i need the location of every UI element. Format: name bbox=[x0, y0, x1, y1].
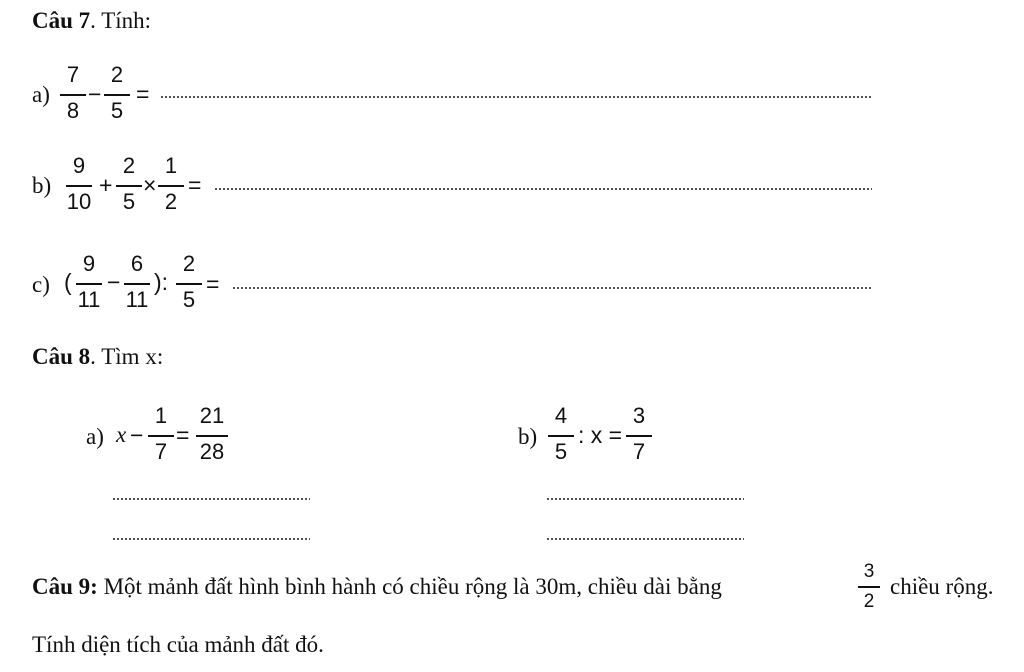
q7a-label: a) bbox=[32, 82, 50, 107]
fraction-numerator: 9 bbox=[82, 251, 96, 276]
q7a-fraction-2 bbox=[102, 63, 132, 127]
fraction-numerator: 2 bbox=[110, 62, 124, 87]
q7b-equals: = bbox=[188, 172, 202, 198]
fraction-numerator: 4 bbox=[554, 403, 568, 428]
q7-title: . Tính: bbox=[90, 8, 152, 33]
fraction-numerator: 21 bbox=[199, 403, 225, 428]
q7b-answer-line bbox=[214, 188, 872, 190]
fraction-denominator: 7 bbox=[632, 439, 646, 464]
q9-fraction bbox=[856, 562, 882, 616]
q7c-fraction-3 bbox=[174, 252, 204, 316]
q7a-fraction-1 bbox=[58, 63, 88, 127]
fraction-denominator: 2 bbox=[863, 591, 875, 612]
fraction-denominator: 11 bbox=[125, 287, 149, 312]
q8a-minus: − bbox=[130, 422, 144, 448]
q7a-answer-line bbox=[160, 96, 872, 98]
q8-label: Câu 8 bbox=[32, 344, 91, 369]
q7b-fraction-3 bbox=[156, 154, 186, 218]
q7b-label: b) bbox=[32, 173, 52, 198]
q7c-minus: − bbox=[107, 269, 121, 295]
fraction-numerator: 3 bbox=[632, 403, 646, 428]
q8a-label: a) bbox=[86, 424, 104, 449]
q8-title: . Tìm x: bbox=[90, 344, 164, 369]
q8b-fraction-1 bbox=[546, 404, 576, 468]
fraction-numerator: 7 bbox=[66, 62, 80, 87]
q8a-variable-x: x bbox=[116, 422, 127, 447]
q7a-equals: = bbox=[136, 81, 150, 107]
q7c-answer-line bbox=[232, 287, 872, 289]
q7b-times: × bbox=[143, 172, 157, 198]
fraction-numerator: 3 bbox=[863, 561, 875, 582]
fraction-bar bbox=[66, 185, 92, 187]
q8b-label: b) bbox=[518, 424, 538, 449]
fraction-bar bbox=[148, 435, 174, 437]
fraction-bar bbox=[196, 435, 228, 437]
fraction-denominator: 5 bbox=[554, 439, 568, 464]
fraction-numerator: 6 bbox=[130, 251, 144, 276]
fraction-denominator: 5 bbox=[122, 189, 136, 214]
q9-text-before: Một mảnh đất hình bình hành có chiều rộng là 30m, chiều dài bằng bbox=[97, 574, 722, 599]
q8b-fraction-2 bbox=[624, 404, 654, 468]
fraction-bar bbox=[60, 94, 86, 96]
fraction-numerator: 9 bbox=[72, 153, 86, 178]
fraction-denominator: 28 bbox=[199, 439, 225, 464]
q8a-equals: = bbox=[176, 422, 190, 448]
q8a-fraction-2 bbox=[194, 404, 230, 468]
q8a-answer-line-2 bbox=[112, 538, 310, 540]
q7-heading bbox=[32, 8, 151, 34]
q7c-equals: = bbox=[206, 271, 220, 297]
q7b-plus: + bbox=[99, 172, 113, 198]
q9-line-1 bbox=[32, 574, 722, 600]
fraction-bar bbox=[104, 94, 130, 96]
q8a-answer-line-1 bbox=[112, 498, 310, 500]
fraction-bar bbox=[548, 435, 574, 437]
q9-line-2: Tính diện tích của mảnh đất đó. bbox=[32, 632, 324, 657]
q7c-fraction-1 bbox=[74, 252, 104, 316]
fraction-denominator: 5 bbox=[182, 287, 196, 312]
fraction-denominator: 2 bbox=[164, 189, 178, 214]
q7c-label: c) bbox=[32, 272, 50, 297]
fraction-denominator: 5 bbox=[110, 98, 124, 123]
q7b-fraction-1 bbox=[64, 154, 94, 218]
fraction-bar bbox=[158, 185, 184, 187]
fraction-bar bbox=[116, 185, 142, 187]
fraction-numerator: 2 bbox=[122, 153, 136, 178]
q8-heading bbox=[32, 344, 163, 370]
fraction-bar bbox=[76, 283, 102, 285]
q9-text-after: chiều rộng. bbox=[890, 574, 994, 599]
fraction-denominator: 11 bbox=[77, 287, 101, 312]
q7b-fraction-2 bbox=[114, 154, 144, 218]
fraction-numerator: 2 bbox=[182, 251, 196, 276]
fraction-numerator: 1 bbox=[154, 403, 168, 428]
q8a-fraction-1 bbox=[146, 404, 176, 468]
fraction-bar bbox=[626, 435, 652, 437]
fraction-numerator: 1 bbox=[164, 153, 178, 178]
fraction-denominator: 8 bbox=[66, 98, 80, 123]
q8b-answer-line-1 bbox=[546, 498, 744, 500]
q8b-answer-line-2 bbox=[546, 538, 744, 540]
q7c-fraction-2 bbox=[122, 252, 152, 316]
fraction-bar bbox=[176, 283, 202, 285]
q8b-divide-x-equals: : x = bbox=[578, 422, 623, 448]
q9-label: Câu 9: bbox=[32, 574, 98, 599]
q7c-open-paren: ( bbox=[64, 269, 72, 295]
q7a-minus: − bbox=[88, 81, 102, 107]
fraction-denominator: 7 bbox=[154, 439, 168, 464]
q7c-close-paren-divide: ): bbox=[154, 269, 169, 295]
q7-label: Câu 7 bbox=[32, 8, 91, 33]
fraction-bar bbox=[858, 586, 880, 588]
fraction-denominator: 10 bbox=[66, 189, 92, 214]
fraction-bar bbox=[124, 283, 150, 285]
